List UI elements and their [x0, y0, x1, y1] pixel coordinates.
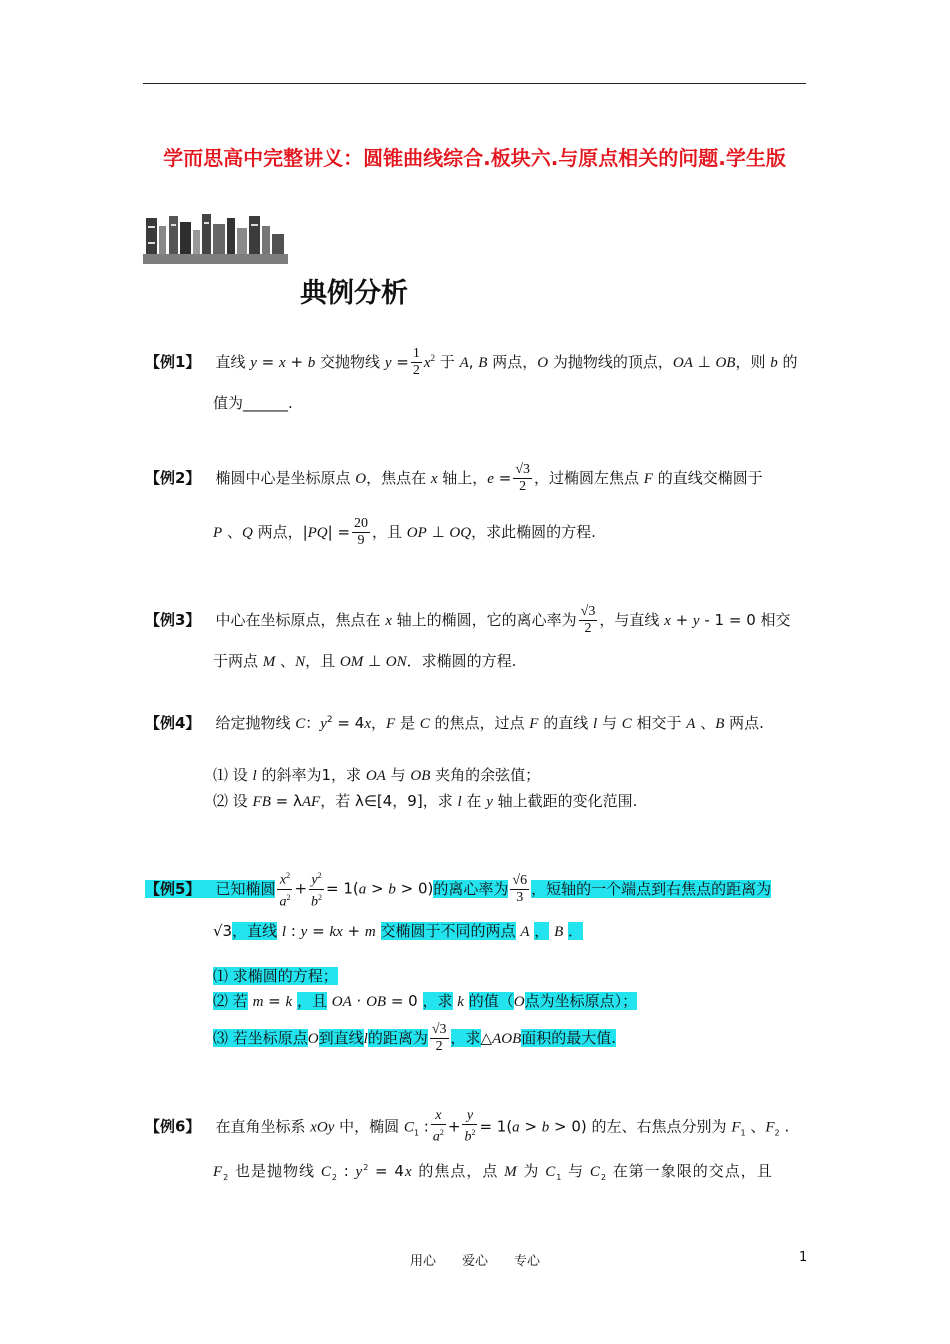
example-3: 【例3】 中心在坐标原点，焦点在 x 轴上的椭圆，它的离心率为 $\frac{√3}{2}$ ，与直线 x + y - 1 = 0 相交	[145, 604, 791, 636]
example-1-line2: 值为______.	[213, 394, 293, 412]
example-label: 【例6】	[145, 1117, 201, 1136]
header-rule	[143, 83, 806, 84]
document-title: 学而思高中完整讲义：圆锥曲线综合.板块六.与原点相关的问题.学生版	[163, 146, 786, 170]
example-4-part1: ⑴ 设 l 的斜率为1，求 OA 与 OB 夹角的余弦值；	[213, 766, 541, 784]
example-label: 【例4】	[145, 714, 201, 732]
example-5-part1: ⑴ 求椭圆的方程；	[213, 967, 338, 985]
section-heading: 典例分析	[300, 278, 408, 309]
example-4-part2: ⑵ 设 FB = λAF，若 λ∈[4，9]，求 l 在 y 轴上截距的变化范围.	[213, 792, 638, 810]
footer-text: 用心 爱心 专心	[409, 1254, 540, 1269]
example-label: 【例3】	[145, 611, 201, 629]
example-5: 【例5】 已知椭圆 $\frac{x^2}{a^2}$ + $\frac{y^2}{b^2}$ = 1(a > b > 0)的离心率为 $\frac{√6}{3}$ ，短轴的一个端点到右焦点的距离为	[145, 868, 771, 910]
example-label: 【例2】	[145, 469, 201, 487]
example-5-line2: √3，直线 l : y = kx + m 交椭圆于不同的两点 A ， B ．	[213, 922, 584, 940]
example-3-line2: 于两点 M 、N，且 OM ⊥ ON．求椭圆的方程.	[213, 652, 517, 670]
page-number: 1	[799, 1250, 808, 1265]
example-label: 【例1】	[145, 353, 201, 371]
books-logo	[143, 212, 288, 268]
example-2: 【例2】 椭圆中心是坐标原点 O，焦点在 x 轴上，e = $\frac{√3}{2}$ ，过椭圆左焦点 F 的直线交椭圆于	[145, 462, 763, 494]
example-label: 【例5】	[145, 879, 201, 898]
example-1: 【例1】 直线 y = x + b 交抛物线 y = $\frac{1}{2}$ $x^2$ 于 A, B 两点，O 为抛物线的顶点，OA ⊥ OB，则 b 的	[145, 346, 798, 378]
example-6-line2: $F_2$ 也是抛物线 $C_2$ : $y^2 = 4x$ 的焦点，点 M 为 $C_1$ 与 $C_2$ 在第一象限的交点，且	[213, 1162, 773, 1182]
example-5-part3: ⑶ 若坐标原点O到直线l的距离为 $\frac{√3}{2}$ ，求△AOB面积的最大值.	[213, 1022, 617, 1054]
example-4: 【例4】 给定抛物线 C：$y^2 = 4x$，F 是 C 的焦点，过点 F 的直线 l 与 C 相交于 A 、B 两点.	[145, 714, 764, 732]
example-5-part2: ⑵ 若 m = k ，且 OA · OB = 0 ，求 k 的值（O点为坐标原点）；	[213, 992, 638, 1010]
example-2-line2: P 、Q 两点，|PQ| = $\frac{20}{9}$ ，且 OP ⊥ OQ，求此椭圆的方程.	[213, 516, 596, 548]
example-6: 【例6】 在直角坐标系 xOy 中，椭圆 $C_1$ : $\frac{x}{a^2}$ + $\frac{y}{b^2}$ = 1(a > b > 0) 的左、右焦点分别为 $F_1$ 、$F_2$ .	[145, 1108, 790, 1145]
